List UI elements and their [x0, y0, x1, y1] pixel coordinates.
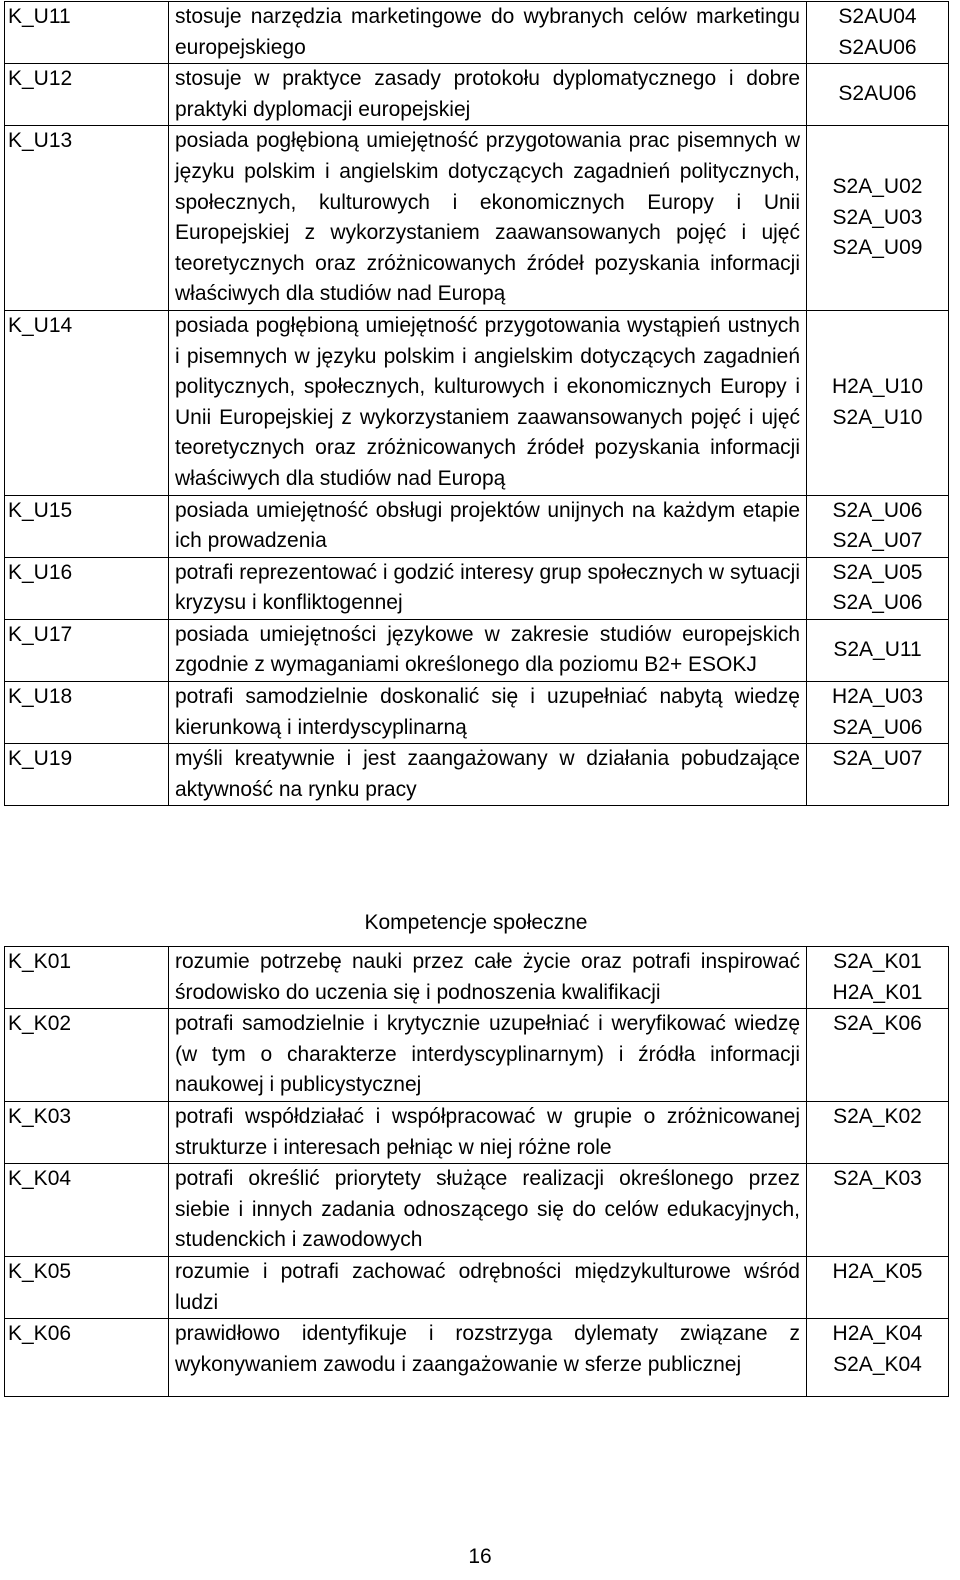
table-row: [5, 1009, 949, 1102]
page-number: 16: [468, 1545, 492, 1568]
table-row: [5, 682, 949, 744]
reference-codes: [807, 947, 949, 1009]
reference-codes: [807, 64, 949, 126]
reference-code: H2A_K05: [832, 1259, 923, 1283]
outcome-code: K_K02: [5, 1009, 169, 1102]
table-row: [5, 744, 949, 806]
reference-code: S2A_U07: [832, 529, 923, 553]
outcome-code: K_U14: [5, 310, 169, 495]
reference-code: H2A_U10: [831, 375, 924, 399]
outcome-description: rozumie potrzebę nauki przez całe życie oraz potrafi inspirować środowisko do uczenia się i podnoszenia kwalifikacji: [169, 947, 807, 1009]
section-heading-social-competences: Kompetencje społeczne: [364, 911, 588, 934]
reference-code: S2A_U09: [832, 236, 923, 260]
outcome-code: K_K05: [5, 1256, 169, 1318]
reference-code: S2AU06: [838, 82, 917, 106]
reference-code: S2A_U05: [832, 560, 923, 584]
reference-code: S2AU06: [838, 35, 917, 59]
table-row: [5, 126, 949, 311]
reference-codes: [807, 1256, 949, 1318]
reference-codes: [807, 744, 949, 806]
outcome-code: K_U12: [5, 64, 169, 126]
reference-code: S2A_U10: [832, 405, 923, 429]
table-row: [5, 310, 949, 495]
learning-outcomes-competences-table: [4, 946, 949, 1397]
learning-outcomes-skills-table: [4, 1, 949, 806]
table-row: [5, 1319, 949, 1397]
reference-codes: [807, 1319, 949, 1397]
reference-codes: [807, 1101, 949, 1163]
reference-code: S2A_U06: [832, 498, 923, 522]
outcome-description: rozumie i potrafi zachować odrębności międzykulturowe wśród ludzi: [169, 1256, 807, 1318]
table-row: [5, 947, 949, 1009]
outcome-description: potrafi samodzielnie doskonalić się i uzupełniać nabytą wiedzę kierunkową i interdyscyplinarną: [169, 682, 807, 744]
reference-code: S2A_U11: [833, 638, 922, 662]
outcome-description: posiada pogłębioną umiejętność przygotowania prac pisemnych w języku polskim i angielskim dotyczących zagadnień politycznych, społecznych, kulturowych i ekonomicznych Europy i Unii Europejskiej z wykorzystaniem zaawansowanych pojęć i ujęć teoretycznych oraz zróżnicowanych źródeł pozyskania informacji właściwych dla studiów nad Europą: [169, 126, 807, 311]
outcome-description: prawidłowo identyfikuje i rozstrzyga dylematy związane z wykonywaniem zawodu i zaangażowanie w sferze publicznej: [169, 1319, 807, 1397]
reference-code: H2A_K01: [832, 980, 923, 1004]
outcome-description: posiada umiejętność obsługi projektów unijnych na każdym etapie ich prowadzenia: [169, 495, 807, 557]
outcome-code: K_U17: [5, 619, 169, 681]
reference-codes: [807, 495, 949, 557]
outcome-code: K_K04: [5, 1164, 169, 1257]
outcome-code: K_U16: [5, 557, 169, 619]
outcome-code: K_K06: [5, 1319, 169, 1397]
competences-table-body: [5, 947, 949, 1397]
outcome-description: potrafi samodzielnie i krytycznie uzupełniać i weryfikować wiedzę (w tym o charakterze interdyscyplinarnym) i źródła informacji naukowej i publicystycznej: [169, 1009, 807, 1102]
reference-code: S2A_U03: [832, 205, 923, 229]
reference-code: S2A_K02: [833, 1104, 922, 1128]
reference-code: S2A_K04: [833, 1352, 922, 1376]
skills-table-body: [5, 2, 949, 806]
table-row: [5, 557, 949, 619]
table-row: [5, 1256, 949, 1318]
table-row: [5, 2, 949, 64]
reference-code: S2A_K01: [833, 950, 922, 973]
table-row: [5, 1101, 949, 1163]
reference-code: S2A_U06: [832, 591, 923, 615]
outcome-description: stosuje narzędzia marketingowe do wybranych celów marketingu europejskiego: [169, 2, 807, 64]
reference-code: S2A_U07: [832, 747, 923, 771]
outcome-description: potrafi reprezentować i godzić interesy grup społecznych w sytuacji kryzysu i konfliktogennej: [169, 557, 807, 619]
table-row: [5, 64, 949, 126]
reference-codes: [807, 2, 949, 64]
reference-code: S2A_K06: [833, 1012, 922, 1036]
reference-code: S2A_U06: [832, 715, 923, 739]
reference-codes: [807, 619, 949, 681]
outcome-code: K_U15: [5, 495, 169, 557]
reference-code: H2A_U03: [831, 685, 924, 709]
outcome-code: K_U19: [5, 744, 169, 806]
table-row: [5, 495, 949, 557]
reference-codes: [807, 1164, 949, 1257]
reference-codes: [807, 126, 949, 311]
reference-code: S2A_U02: [832, 175, 923, 199]
reference-code: H2A_K04: [832, 1322, 923, 1346]
outcome-description: potrafi współdziałać i współpracować w grupie o zróżnicowanej strukturze i interesach pełniąc w niej różne role: [169, 1101, 807, 1163]
outcome-code: K_U13: [5, 126, 169, 311]
outcome-code: K_U18: [5, 682, 169, 744]
reference-code: S2AU04: [838, 5, 917, 28]
reference-code: S2A_K03: [833, 1167, 922, 1191]
reference-codes: [807, 557, 949, 619]
outcome-description: potrafi określić priorytety służące realizacji określonego przez siebie i innych zadania odnoszącego się do celów edukacyjnych, studenckich i zawodowych: [169, 1164, 807, 1257]
reference-codes: [807, 1009, 949, 1102]
table-row: [5, 619, 949, 681]
reference-codes: [807, 310, 949, 495]
outcome-description: posiada umiejętności językowe w zakresie studiów europejskich zgodnie z wymaganiami określonego dla poziomu B2+ ESOKJ: [169, 619, 807, 681]
outcome-code: K_U11: [5, 2, 169, 64]
outcome-code: K_K01: [5, 947, 169, 1009]
outcome-description: myśli kreatywnie i jest zaangażowany w działania pobudzające aktywność na rynku pracy: [169, 744, 807, 806]
outcome-code: K_K03: [5, 1101, 169, 1163]
table-row: [5, 1164, 949, 1257]
outcome-description: stosuje w praktyce zasady protokołu dyplomatycznego i dobre praktyki dyplomacji europejskiej: [169, 64, 807, 126]
reference-codes: [807, 682, 949, 744]
outcome-description: posiada pogłębioną umiejętność przygotowania wystąpień ustnych i pisemnych w języku polskim i angielskim dotyczących zagadnień politycznych, społecznych, kulturowych i ekonomicznych Europy i Unii Europejskiej z wykorzystaniem zaawansowanych pojęć i ujęć teoretycznych oraz zróżnicowanych źródeł pozyskania informacji właściwych dla studiów nad Europą: [169, 310, 807, 495]
